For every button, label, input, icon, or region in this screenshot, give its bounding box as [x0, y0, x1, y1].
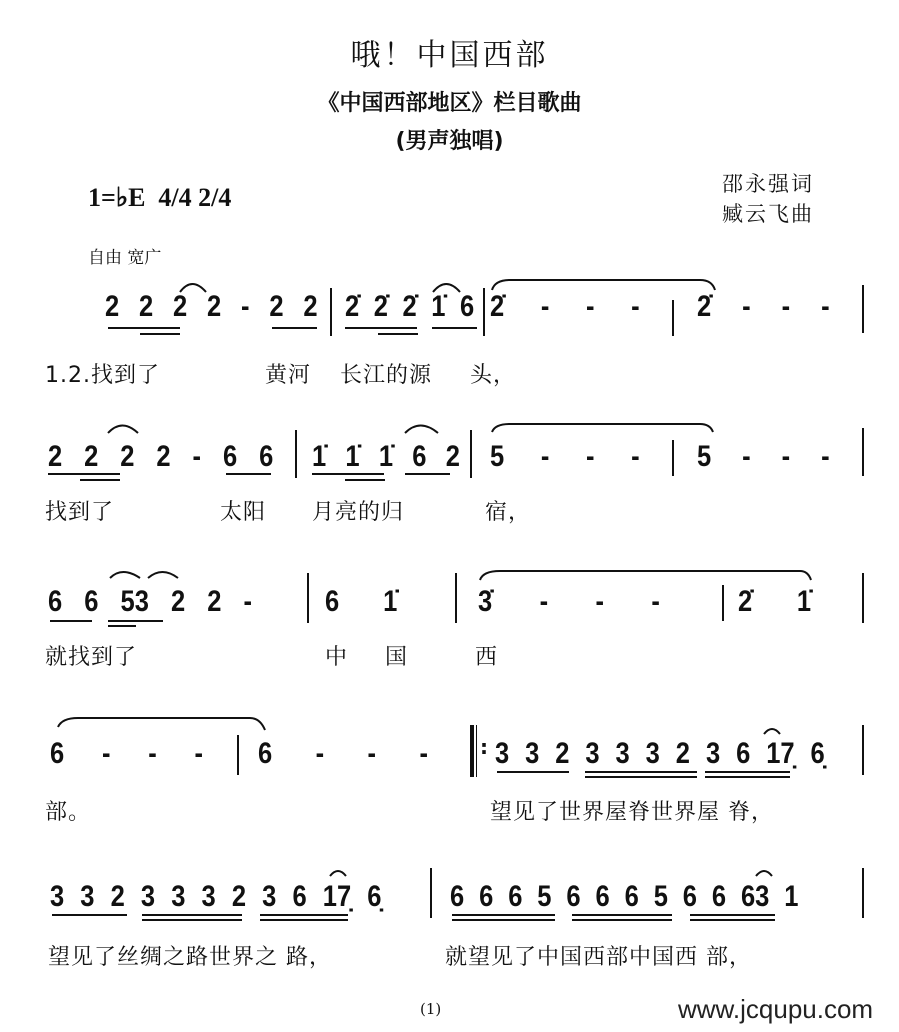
note: 2	[445, 440, 460, 473]
time-signature: 4/4 2/4	[158, 183, 232, 212]
note: 6	[508, 880, 523, 913]
slur	[108, 426, 138, 434]
dash-note: -	[742, 440, 751, 473]
lyric: 找到了	[45, 500, 115, 525]
slur	[433, 284, 460, 292]
note: 1̇	[312, 440, 327, 473]
note: 6	[412, 440, 427, 473]
dash-note: -	[631, 290, 640, 323]
note: 6̣	[810, 737, 825, 770]
dash-note: -	[243, 585, 252, 618]
dash-note: -	[781, 290, 791, 323]
note: 2	[207, 585, 222, 618]
note: 6	[736, 737, 751, 770]
note: 17̣	[322, 880, 352, 913]
note: 1̇	[383, 585, 398, 618]
dash-note: -	[742, 290, 751, 323]
dash-note: -	[315, 737, 325, 770]
slur	[405, 426, 438, 434]
note: 5	[697, 440, 712, 473]
page-number: (1)	[420, 1000, 442, 1018]
slur	[110, 572, 140, 578]
note: 2̇	[373, 290, 388, 323]
tie	[492, 424, 713, 432]
note: 1̇	[345, 440, 360, 473]
lyric: 月亮的归	[312, 500, 405, 525]
note: 2	[105, 290, 120, 323]
repeat-dots-icon: :	[480, 735, 488, 759]
note: 5	[653, 880, 668, 913]
note: 2	[170, 585, 186, 618]
note: 2	[675, 737, 690, 770]
dash-note: -	[148, 737, 157, 770]
note: 2	[231, 880, 247, 913]
note: 1	[784, 880, 799, 913]
lyricist: 邵永强词	[722, 172, 814, 196]
dash-note: -	[585, 440, 595, 473]
note: 3	[585, 737, 600, 770]
dash-note: -	[631, 440, 640, 473]
note: 6	[624, 880, 639, 913]
tie	[480, 571, 811, 580]
dash-note: -	[821, 290, 830, 323]
dash-note: -	[192, 440, 201, 473]
note: 2	[303, 290, 318, 323]
lyric: 太阳	[220, 500, 267, 525]
fermata	[330, 871, 346, 876]
note: 3	[645, 737, 660, 770]
note: 6	[450, 880, 465, 913]
note: 3	[50, 880, 65, 913]
note: 2	[48, 440, 63, 473]
note: 3	[201, 880, 216, 913]
dash-note: -	[367, 737, 377, 770]
note: 6	[258, 737, 273, 770]
note: 3	[140, 880, 156, 913]
fermata	[756, 871, 772, 876]
lyric: 就望见了中国西部中国西 部，	[445, 945, 752, 970]
note: 2	[120, 440, 135, 473]
tempo-marking: 自由 宽广	[88, 248, 162, 268]
lyric: 中	[325, 645, 349, 670]
composer: 臧云飞曲	[722, 202, 814, 226]
note: 6	[84, 585, 99, 618]
dash-note: -	[539, 585, 549, 618]
note: 3	[525, 737, 540, 770]
note: 5	[490, 440, 505, 473]
note: 6	[460, 290, 475, 323]
note: 1̇	[796, 585, 812, 618]
note: 2̇	[402, 290, 417, 323]
note: 3	[615, 737, 630, 770]
lyric: 就找到了	[45, 645, 138, 670]
note: 2	[269, 290, 284, 323]
note: 2	[207, 290, 222, 323]
key: 1=♭E	[88, 183, 146, 212]
lyric: 西	[475, 645, 499, 670]
lyric: 1.2.找到了	[45, 363, 160, 388]
lyric: 宿，	[485, 500, 532, 525]
note: 6	[566, 880, 581, 913]
watermark: www.jcqupu.com	[678, 994, 874, 1024]
tie	[492, 280, 715, 290]
lyric: 黄河	[265, 363, 312, 388]
note: 3	[705, 737, 721, 770]
song-subtitle: 《中国西部地区》栏目歌曲	[317, 91, 582, 116]
lyric: 国	[385, 645, 409, 670]
dash-note: -	[595, 585, 604, 618]
note: 6	[479, 880, 494, 913]
note: 2	[156, 440, 171, 473]
note: 2̇	[697, 290, 712, 323]
note: 1̇	[378, 440, 394, 473]
tie	[58, 718, 265, 730]
dash-note: -	[101, 737, 111, 770]
note: 6	[595, 880, 610, 913]
dash-note: -	[651, 585, 660, 618]
dash-note: -	[241, 290, 250, 323]
note: 6	[325, 585, 340, 618]
note: 6	[292, 880, 307, 913]
note: 5	[537, 880, 552, 913]
note: 6	[711, 880, 727, 913]
note: 2̇	[345, 290, 360, 323]
note: 63	[740, 880, 770, 913]
slur	[148, 572, 178, 578]
dash-note: -	[821, 440, 830, 473]
note: 2̇	[490, 290, 505, 323]
note: 2	[84, 440, 99, 473]
lyric: 望见了世界屋脊世界屋 脊，	[490, 800, 774, 825]
lyric: 部。	[45, 800, 92, 825]
dash-note: -	[540, 440, 550, 473]
dash-note: -	[781, 440, 791, 473]
note: 17̣	[766, 737, 795, 770]
note: 53	[120, 585, 149, 618]
note: 3	[495, 737, 510, 770]
note: 3̇	[478, 585, 493, 618]
dash-note: -	[540, 290, 550, 323]
note: 2	[173, 290, 188, 323]
fermata	[764, 729, 780, 734]
note: 3	[80, 880, 95, 913]
note: 2̇	[738, 585, 753, 618]
slur	[180, 284, 206, 292]
lyric: 长江的源	[340, 363, 433, 388]
note: 2	[555, 737, 570, 770]
dash-note: -	[585, 290, 595, 323]
note: 3	[171, 880, 186, 913]
note: 3	[262, 880, 277, 913]
note: 6̣	[367, 880, 382, 913]
performance-type: (男声独唱)	[395, 129, 504, 154]
note: 6	[682, 880, 697, 913]
song-title: 哦！中国西部	[350, 38, 549, 73]
note: 6	[50, 737, 65, 770]
note: 2	[110, 880, 125, 913]
note: 6	[222, 440, 238, 473]
lyric: 望见了丝绸之路世界之 路，	[48, 945, 332, 970]
dash-note: -	[419, 737, 428, 770]
dash-note: -	[194, 737, 203, 770]
lyric: 头，	[470, 363, 517, 388]
note: 6	[259, 440, 274, 473]
note: 6	[48, 585, 63, 618]
note: 1̇	[431, 290, 446, 323]
note: 2	[139, 290, 154, 323]
